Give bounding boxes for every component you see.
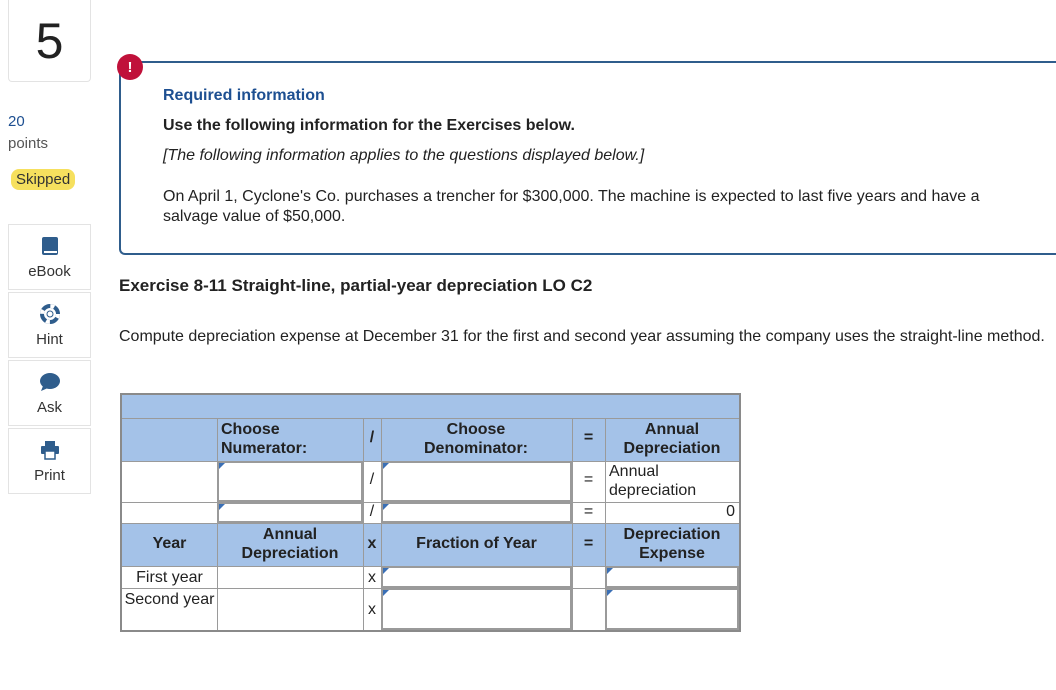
equals-symbol-2: = [583,503,594,520]
annual-depreciation-value: 0 [726,503,735,520]
grid-line [122,523,739,524]
printer-icon [40,439,60,461]
annual-depreciation-header-label: Annual Depreciation [623,421,721,457]
annual-depreciation-result-label: Annual depreciation [609,463,697,499]
print-button[interactable] [8,428,91,494]
grid-line [122,461,739,462]
first-year-annual-depreciation [217,566,363,588]
times-symbol-2: x [368,601,376,618]
required-info-title: Required information [163,87,325,104]
year-header-label: Year [152,535,187,552]
times-header-symbol: x [367,535,377,552]
alert-icon: ! [117,54,143,80]
first-year-label: First year [136,569,203,586]
worksheet-top-band [122,395,739,418]
second-year-label: Second year [124,591,215,608]
grid-line [122,418,739,419]
denominator-input-2[interactable] [381,502,572,523]
grid-line [605,418,606,630]
exercise-instructions: Compute depreciation expense at December 31 for the first and second year assuming the company uses the straight-line method. [119,328,1045,345]
fraction-of-year-header [381,523,572,566]
ebook-button[interactable] [8,224,91,290]
hint-button[interactable] [8,292,91,358]
grid-line [122,588,739,589]
second-year-annual-depreciation [217,588,363,630]
divide-header-cell [363,418,381,461]
numerator-header-label: Choose Numerator: [221,421,308,457]
divide-symbol-1: / [369,471,375,488]
grid-line [381,418,382,630]
denominator-input-1[interactable] [381,461,572,502]
status-badge: Skipped [11,169,75,190]
grid-line [572,418,573,630]
annual-depreciation-col-header [217,523,363,566]
times-header-cell [363,523,381,566]
header-blank-cell [122,418,217,461]
numerator-header [217,418,363,461]
required-info-note: [The following information applies to the questions displayed below.] [163,147,645,164]
points-value: 20 [8,113,25,130]
divide-header-symbol: / [369,429,375,446]
book-icon [41,235,59,257]
depreciation-worksheet [120,393,741,632]
year-header [122,523,217,566]
first-year-fraction-input[interactable] [381,566,572,588]
hint-label: Hint [36,331,63,348]
denominator-header-label: Choose Denominator: [424,421,528,457]
question-number: 5 [8,0,91,82]
numerator-input-2[interactable] [217,502,363,523]
second-year-fraction-input[interactable] [381,588,572,630]
annual-depreciation-col-label: Annual Depreciation [241,526,339,562]
equals-header-symbol-2: = [583,535,594,552]
grid-line [363,418,364,630]
first-year-expense-input[interactable] [605,566,739,588]
chat-bubble-icon [39,371,61,393]
annual-depreciation-header [605,418,739,461]
print-label: Print [34,467,65,484]
exercise-title: Exercise 8-11 Straight-line, partial-year depreciation LO C2 [119,276,593,295]
ebook-label: eBook [28,263,71,280]
depreciation-expense-label: Depreciation Expense [623,526,721,562]
equals-header-symbol: = [583,429,594,446]
ask-button[interactable] [8,360,91,426]
denominator-header [381,418,572,461]
required-info-body: On April 1, Cyclone's Co. purchases a trencher for $300,000. The machine is expected to last five years and have a salvage value of $50,000. [163,188,980,225]
grid-line [217,418,218,630]
required-info-subtitle: Use the following information for the Exercises below. [163,117,575,134]
grid-line [122,566,739,567]
fraction-of-year-label: Fraction of Year [416,535,537,552]
equals-header-cell [572,418,605,461]
points-label: points [8,135,49,152]
times-symbol-1: x [368,569,376,586]
points-info [8,111,48,155]
equals-symbol-1: = [583,471,594,488]
divide-symbol-2: / [369,503,375,520]
second-year-expense-input[interactable] [605,588,739,630]
lifebuoy-icon [40,303,60,325]
ask-label: Ask [36,399,62,416]
numerator-input-1[interactable] [217,461,363,502]
equals-header-cell-2 [572,523,605,566]
grid-line [122,502,739,503]
depreciation-expense-header [605,523,739,566]
